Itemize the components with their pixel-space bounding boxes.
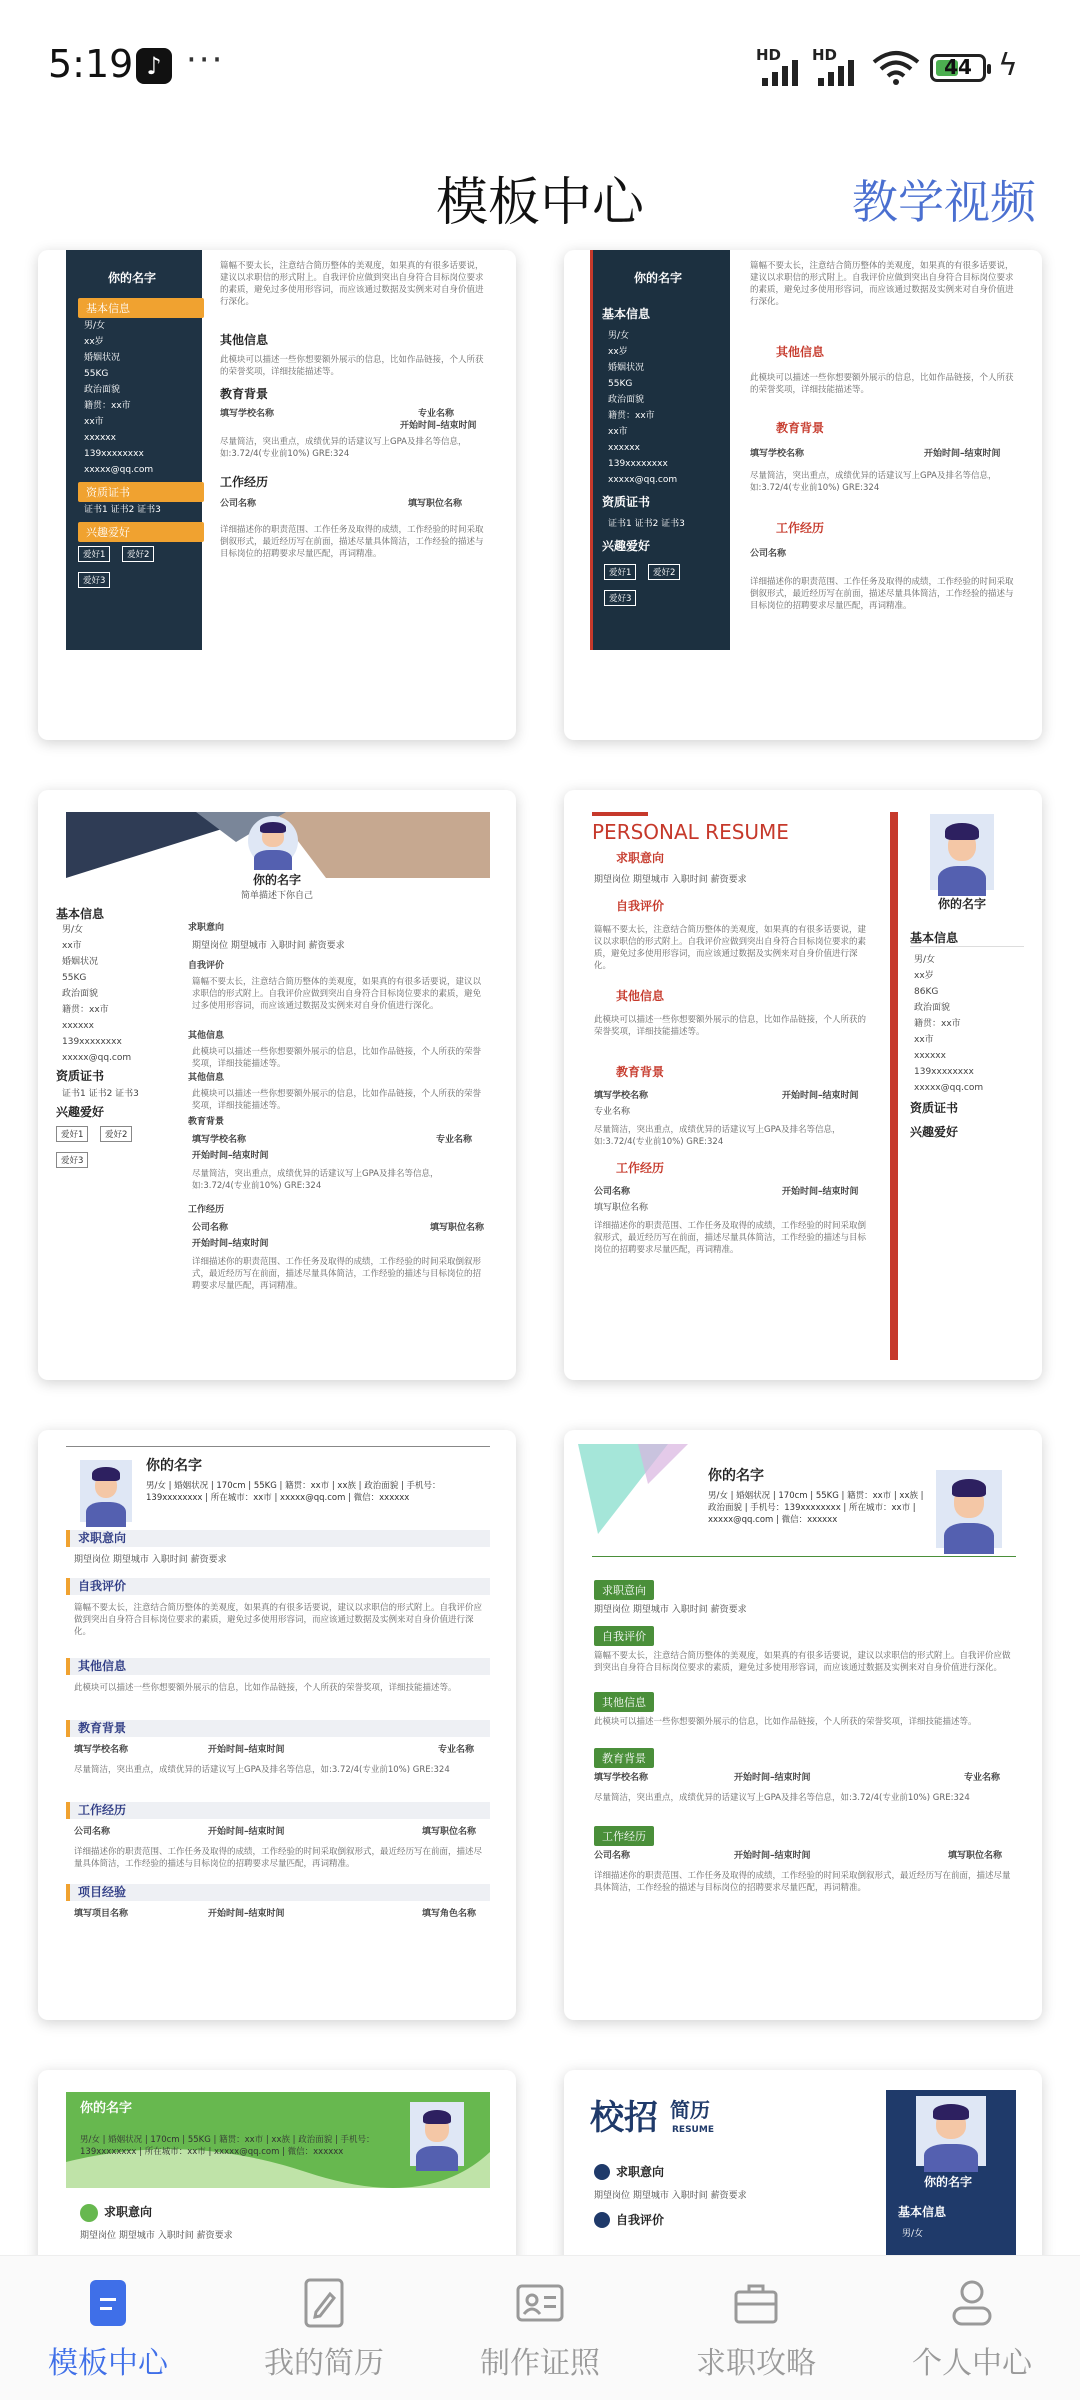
other-text: 此模块可以描述一些你想要额外展示的信息，比如作品链接，个人所获的荣誉奖项，详细技能描述等。: [74, 1683, 457, 1693]
project-name: 填写项目名称: [74, 1909, 129, 1919]
tutorial-video-link[interactable]: 教学视频: [852, 175, 1036, 229]
hobby-1: 爱好1: [78, 546, 110, 562]
info-native: 籍贯：xx市: [608, 411, 655, 421]
resume-subtitle: 简单描述下你自己: [240, 891, 313, 901]
info-email: xxxxx@qq.com: [914, 1083, 984, 1093]
section-self: 自我评价: [616, 899, 665, 913]
nav-bar: [0, 130, 1080, 270]
self-text: 篇幅不要太长，注意结合简历整体的美观度，如果真的有很多话要说，建议以求职信的形式附上。自我评价应做到突出自身符合目标岗位要求的素质，避免过多使用形容词，而应该通过数据及实例来对自身价值进行深化。: [750, 261, 1014, 307]
info-age: xx岁: [914, 971, 934, 981]
hobby-1: 爱好1: [604, 564, 636, 580]
work-period: 开始时间–结束时间: [208, 1827, 285, 1837]
section-edu: 教育背景: [66, 1720, 490, 1737]
major: 专业名称: [418, 409, 455, 419]
section-basic: 基本信息: [602, 307, 651, 321]
intent-items: 期望岗位 期望城市 入职时间 薪资要求: [594, 1605, 747, 1615]
avatar: [80, 1460, 132, 1522]
avatar: [248, 816, 298, 866]
self-text: 篇幅不要太长，注意结合简历整体的美观度，如果真的有很多话要说，建议以求职信的形式附上。自我评价应做到突出自身符合目标岗位要求的素质，避免过多使用形容词，而应该通过数据及实例来对自身价值进行深化。: [220, 261, 484, 307]
info-native: 籍贯：xx市: [84, 401, 131, 411]
major: 专业名称: [438, 1745, 475, 1755]
template-grid[interactable]: [0, 261, 1080, 2255]
resume-title: PERSONAL RESUME: [592, 820, 789, 844]
hobby-3: 爱好3: [604, 590, 636, 606]
tab-make-id-photo[interactable]: [432, 2278, 648, 2382]
hobby-3: 爱好3: [78, 572, 110, 588]
info-gender: 男/女: [914, 955, 936, 965]
briefcase-icon: [732, 2278, 780, 2328]
info-city: xx市: [84, 417, 104, 427]
section-other: 其他信息: [188, 1031, 225, 1041]
section-work: 工作经历: [188, 1205, 225, 1215]
tab-label: 制作证照: [480, 2346, 600, 2381]
other-text-2: 此模块可以描述一些你想要额外展示的信息，比如作品链接，个人所获的荣誉奖项，详细技能描述等。: [192, 1089, 482, 1111]
info-phone: 139xxxxxxxx: [84, 449, 144, 459]
intent-items: 期望岗位 期望城市 入职时间 薪资要求: [594, 2191, 747, 2201]
tiktok-notification-icon: ♪: [136, 48, 172, 84]
info-id: xxxxxx: [608, 443, 640, 453]
hobby-1: 爱好1: [56, 1126, 88, 1142]
edu-period: 开始时间–结束时间: [400, 421, 477, 431]
info-id: xxxxxx: [84, 433, 116, 443]
resume-name: 你的名字: [634, 271, 683, 285]
section-other-2: 其他信息: [188, 1073, 225, 1083]
company: 公司名称: [220, 499, 257, 509]
status-bar: [0, 0, 1080, 130]
intent-icon: [594, 2164, 610, 2180]
hobby-2: 爱好2: [122, 546, 154, 562]
hobby-3: 爱好3: [56, 1152, 88, 1168]
section-hobby: 兴趣爱好: [56, 1105, 105, 1119]
school: 填写学校名称: [594, 1091, 649, 1101]
position: 填写职位名称: [430, 1223, 485, 1233]
other-text: 此模块可以描述一些你想要额外展示的信息，比如作品链接，个人所获的荣誉奖项，详细技能描述等。: [594, 1717, 977, 1727]
tab-my-resume[interactable]: [216, 2278, 432, 2382]
major: 专业名称: [594, 1107, 631, 1117]
charging-icon: ϟ: [998, 48, 1018, 83]
info-id: xxxxxx: [62, 1021, 94, 1031]
info-email: xxxxx@qq.com: [608, 475, 678, 485]
info-political: 政治面貌: [608, 395, 645, 405]
resume-name: 你的名字: [146, 1458, 202, 1474]
info-phone: 139xxxxxxxx: [914, 1067, 974, 1077]
info-email: xxxxx@qq.com: [84, 465, 154, 475]
work-period: 开始时间–结束时间: [734, 1851, 811, 1861]
hobby-2: 爱好2: [100, 1126, 132, 1142]
company: 公司名称: [74, 1827, 111, 1837]
info-political: 政治面貌: [914, 1003, 951, 1013]
edu-text: 尽量简洁，突出重点，成绩优异的话建议写上GPA及排名等信息，如:3.72/4(专业前10%) GRE:324: [594, 1793, 970, 1803]
info-marital: 婚姻状况: [608, 363, 645, 373]
school: 填写学校名称: [594, 1773, 649, 1783]
work-text: 详细描述你的职责范围、工作任务及取得的成绩，工作经验的时间采取倒叙形式，最近经历写在前面，描述尽量具体简洁，工作经验的描述与目标岗位的招聘要求尽量匹配，再词精准。: [594, 1221, 867, 1255]
edu-text: 尽量简洁，突出重点，成绩优异的话建议写上GPA及排名等信息，如:3.72/4(专业前10%) GRE:324: [220, 437, 467, 459]
section-self: 自我评价: [188, 961, 225, 971]
major: 专业名称: [436, 1135, 473, 1145]
signal-icon-2: HD: [812, 50, 866, 86]
position: 填写职位名称: [408, 499, 463, 509]
project-period: 开始时间–结束时间: [208, 1909, 285, 1919]
other-text: 此模块可以描述一些你想要额外展示的信息，比如作品链接，个人所获的荣誉奖项，详细技能描述等。: [192, 1047, 482, 1069]
section-intent: 求职意向: [66, 1530, 490, 1547]
resume-info: 男/女 | 婚姻状况 | 170cm | 55KG | 籍贯：xx市 | xx族 | 政治面貌 | 手机号：139xxxxxxxx | 所在城市：xx市 | xxxxx@qq.com | 微信：xxxxxx: [708, 1491, 924, 1525]
info-gender: 男/女: [902, 2229, 924, 2239]
template-card-6[interactable]: [564, 1430, 1042, 2020]
template-card-5[interactable]: [38, 1430, 516, 2020]
info-political: 政治面貌: [62, 989, 99, 999]
section-basic: 基本信息: [898, 2205, 947, 2219]
edu-period: 开始时间–结束时间: [208, 1745, 285, 1755]
edu-text: 尽量简洁，突出重点，成绩优异的话建议写上GPA及排名等信息，如:3.72/4(专业前10%) GRE:324: [74, 1765, 450, 1775]
edu-text: 尽量简洁，突出重点，成绩优异的话建议写上GPA及排名等信息，如:3.72/4(专业前10%) GRE:324: [594, 1125, 841, 1147]
work-text: 详细描述你的职责范围、工作任务及取得的成绩，工作经验的时间采取倒叙形式，最近经历写在前面，描述尽量具体简洁，工作经验的描述与目标岗位的招聘要求尽量匹配，再词精准。: [220, 525, 484, 559]
school: 填写学校名称: [74, 1745, 129, 1755]
info-native: 籍贯：xx市: [62, 1005, 109, 1015]
section-hobby: 兴趣爱好: [602, 539, 651, 553]
user-icon: [948, 2278, 996, 2328]
template-card-3[interactable]: [38, 790, 516, 1380]
wifi-icon: [872, 50, 920, 86]
teal-shape: [578, 1444, 688, 1534]
work-period: 开始时间–结束时间: [782, 1187, 859, 1197]
info-age: xx岁: [608, 347, 628, 357]
resume-info: 男/女 | 婚姻状况 | 170cm | 55KG | 籍贯：xx市 | xx族 | 政治面貌 | 手机号：139xxxxxxxx | 所在城市：xx市 | xxxxx@qq.com | 微信：xxxxxx: [80, 2135, 375, 2157]
section-basic: 基本信息: [56, 907, 105, 921]
section-self: 自我评价: [66, 1578, 490, 1595]
avatar: [936, 1470, 1002, 1548]
section-work: 工作经历: [776, 521, 825, 535]
edu-period: 开始时间–结束时间: [734, 1773, 811, 1783]
section-other: 其他信息: [220, 333, 269, 347]
hobby-2: 爱好2: [648, 564, 680, 580]
edu-text: 尽量简洁，突出重点，成绩优异的话建议写上GPA及排名等信息，如:3.72/4(专业前10%) GRE:324: [750, 471, 997, 493]
section-other: 其他信息: [594, 1692, 654, 1712]
section-project: 项目经验: [66, 1884, 490, 1901]
section-hobby: 兴趣爱好: [910, 1125, 959, 1139]
school: 填写学校名称: [750, 449, 805, 459]
edu-period: 开始时间–结束时间: [192, 1151, 269, 1161]
section-edu: 教育背景: [220, 387, 269, 401]
cert-list: 证书1 证书2 证书3: [608, 519, 685, 529]
top-rule: [66, 1446, 490, 1447]
info-gender: 男/女: [62, 925, 84, 935]
section-cert: 资质证书: [602, 495, 651, 509]
divider: [910, 946, 1024, 947]
info-gender: 男/女: [608, 331, 630, 341]
intent-items: 期望岗位 期望城市 入职时间 薪资要求: [74, 1555, 227, 1565]
section-cert: 资质证书: [910, 1101, 959, 1115]
intent-items: 期望岗位 期望城市 入职时间 薪资要求: [80, 2231, 233, 2241]
section-edu: 教育背景: [188, 1117, 225, 1127]
template-card-2[interactable]: [564, 250, 1042, 740]
tab-label: 求职攻略: [696, 2346, 816, 2381]
battery-icon: [930, 54, 986, 82]
section-hobby: 兴趣爱好: [78, 522, 204, 542]
work-period: 开始时间–结束时间: [192, 1239, 269, 1249]
position: 填写职位名称: [948, 1851, 1003, 1861]
tab-job-guide[interactable]: [648, 2278, 864, 2382]
title-en: RESUME: [672, 2125, 714, 2135]
resume-info: 男/女 | 婚姻状况 | 170cm | 55KG | 籍贯：xx市 | xx族 | 政治面貌 | 手机号：139xxxxxxxx | 所在城市：xx市 | xxxxx@qq.com | 微信：xxxxxx: [146, 1481, 441, 1503]
info-marital: 婚姻状况: [62, 957, 99, 967]
info-id: xxxxxx: [914, 1051, 946, 1061]
other-text: 此模块可以描述一些你想要额外展示的信息，比如作品链接，个人所获的荣誉奖项，详细技能描述等。: [750, 373, 1014, 395]
resume-name: 你的名字: [924, 2175, 973, 2189]
info-weight: 55KG: [84, 369, 109, 379]
info-native: 籍贯：xx市: [914, 1019, 961, 1029]
info-city: xx市: [914, 1035, 934, 1045]
section-edu: 教育背景: [594, 1748, 654, 1768]
section-intent: 求职意向: [616, 851, 665, 865]
company: 公司名称: [594, 1851, 631, 1861]
resume-name: 你的名字: [252, 873, 301, 887]
resume-name: 你的名字: [108, 271, 157, 285]
section-edu: 教育背景: [776, 421, 825, 435]
battery-level: 44: [944, 55, 972, 79]
tab-label: 个人中心: [912, 2346, 1032, 2381]
edu-period: 开始时间–结束时间: [782, 1091, 859, 1101]
self-text: 篇幅不要太长，注意结合简历整体的美观度，如果真的有很多话要说，建议以求职信的形式附上。自我评价应做到突出自身符合目标岗位要求的素质，避免过多使用形容词，而应该通过数据及实例来对自身价值进行深化。: [192, 977, 482, 1011]
edu-text: 尽量简洁，突出重点，成绩优异的话建议写上GPA及排名等信息，如:3.72/4(专业前10%) GRE:324: [192, 1169, 439, 1191]
tab-personal-center[interactable]: [864, 2278, 1080, 2382]
section-self: 自我评价: [616, 2213, 665, 2227]
info-weight: 55KG: [62, 973, 87, 983]
work-text: 详细描述你的职责范围、工作任务及取得的成绩，工作经验的时间采取倒叙形式，最近经历写在前面，描述尽量具体简洁，工作经验的描述与目标岗位的招聘要求尽量匹配，再词精准。: [74, 1847, 483, 1869]
section-work: 工作经历: [220, 475, 269, 489]
company: 公司名称: [594, 1187, 631, 1197]
tab-template-center[interactable]: [0, 2278, 216, 2382]
self-text: 篇幅不要太长，注意结合简历整体的美观度，如果真的有很多话要说，建议以求职信的形式附上。自我评价应做到突出自身符合目标岗位要求的素质，避免过多使用形容词，而应该通过数据及实例来对自身价值进行深化。: [74, 1603, 483, 1637]
template-card-4[interactable]: [564, 790, 1042, 1380]
section-intent: 求职意向: [616, 2165, 665, 2179]
title-main: 校招: [590, 2098, 658, 2138]
tab-label: 我的简历: [264, 2346, 384, 2381]
bottom-tab-bar: [0, 2255, 1080, 2400]
work-text: 详细描述你的职责范围、工作任务及取得的成绩，工作经验的时间采取倒叙形式，最近经历写在前面，描述尽量具体简洁，工作经验的描述与目标岗位的招聘要求尽量匹配，再词精准。: [750, 577, 1014, 611]
info-age: xx岁: [84, 337, 104, 347]
self-icon: [594, 2212, 610, 2228]
page-title: 模板中心: [435, 173, 644, 233]
section-other: 其他信息: [776, 345, 825, 359]
info-gender: 男/女: [84, 321, 106, 331]
resume-name: 你的名字: [938, 897, 987, 911]
template-icon: [84, 2278, 132, 2328]
cert-list: 证书1 证书2 证书3: [62, 1089, 139, 1099]
info-city: xx市: [608, 427, 628, 437]
tab-label: 模板中心: [48, 2346, 168, 2381]
avatar: [410, 2102, 464, 2166]
red-divider: [890, 812, 898, 1360]
resume-name: 你的名字: [708, 1468, 764, 1484]
section-cert: 资质证书: [78, 482, 204, 502]
section-intent: 求职意向: [594, 1580, 654, 1600]
self-text: 篇幅不要太长，注意结合简历整体的美观度，如果真的有很多话要说，建议以求职信的形式附上。自我评价应做到突出自身符合目标岗位要求的素质，避免过多使用形容词，而应该通过数据及实例来对自身价值进行深化。: [594, 1651, 1011, 1673]
intent-items: 期望岗位 期望城市 入职时间 薪资要求: [594, 875, 747, 885]
project-role: 填写角色名称: [422, 1909, 477, 1919]
info-weight: 55KG: [608, 379, 633, 389]
work-text: 详细描述你的职责范围、工作任务及取得的成绩，工作经验的时间采取倒叙形式，最近经历写在前面，描述尽量具体简洁，工作经验的描述与目标岗位的招聘要求尽量匹配，再词精准。: [192, 1257, 482, 1291]
section-self: 自我评价: [594, 1626, 654, 1646]
resume-name: 你的名字: [80, 2101, 133, 2116]
work-text: 详细描述你的职责范围、工作任务及取得的成绩，工作经验的时间采取倒叙形式，最近经历写在前面，描述尽量具体简洁，工作经验的描述与目标岗位的招聘要求尽量匹配，再词精准。: [594, 1871, 1011, 1893]
green-rule: [592, 1556, 1016, 1557]
position: 填写职位名称: [594, 1203, 649, 1213]
section-other: 其他信息: [616, 989, 665, 1003]
info-email: xxxxx@qq.com: [62, 1053, 132, 1063]
edit-icon: [300, 2278, 348, 2328]
section-other: 其他信息: [66, 1658, 490, 1675]
info-weight: 86KG: [914, 987, 939, 997]
intent-items: 期望岗位 期望城市 入职时间 薪资要求: [192, 941, 345, 951]
section-work: 工作经历: [616, 1161, 665, 1175]
info-phone: 139xxxxxxxx: [608, 459, 668, 469]
section-work: 工作经历: [594, 1826, 654, 1846]
section-intent: 求职意向: [188, 923, 225, 933]
intent-icon: [80, 2204, 98, 2222]
company: 公司名称: [192, 1223, 229, 1233]
avatar: [916, 2096, 986, 2166]
position: 填写职位名称: [422, 1827, 477, 1837]
title-accent: [592, 812, 648, 816]
other-text: 此模块可以描述一些你想要额外展示的信息，比如作品链接，个人所获的荣誉奖项，详细技能描述等。: [594, 1015, 867, 1037]
section-basic: 基本信息: [910, 931, 959, 945]
avatar: [930, 814, 994, 890]
self-text: 篇幅不要太长，注意结合简历整体的美观度，如果真的有很多话要说，建议以求职信的形式附上。自我评价应做到突出自身符合目标岗位要求的素质，避免过多使用形容词，而应该通过数据及实例来对自身价值进行深化。: [594, 925, 867, 971]
more-notifications-icon: ···: [186, 40, 225, 80]
section-edu: 教育背景: [616, 1065, 665, 1079]
major: 专业名称: [964, 1773, 1001, 1783]
section-intent: 求职意向: [104, 2205, 153, 2219]
company: 公司名称: [750, 549, 787, 559]
section-basic: 基本信息: [78, 298, 204, 318]
clock: 5:19: [48, 42, 134, 86]
id-card-icon: [516, 2278, 564, 2328]
signal-icon: HD: [756, 50, 810, 86]
other-text: 此模块可以描述一些你想要额外展示的信息，比如作品链接，个人所获的荣誉奖项，详细技能描述等。: [220, 355, 484, 377]
info-phone: 139xxxxxxxx: [62, 1037, 122, 1047]
info-political: 政治面貌: [84, 385, 121, 395]
info-marital: 婚姻状况: [84, 353, 121, 363]
school: 填写学校名称: [192, 1135, 247, 1145]
template-card-1[interactable]: [38, 250, 516, 740]
section-work: 工作经历: [66, 1802, 490, 1819]
section-cert: 资质证书: [56, 1069, 105, 1083]
cert-list: 证书1 证书2 证书3: [84, 505, 161, 515]
info-age: xx市: [62, 941, 82, 951]
school: 填写学校名称: [220, 409, 275, 419]
title-sub: 简历: [670, 2098, 710, 2122]
edu-period: 开始时间–结束时间: [924, 449, 1001, 459]
